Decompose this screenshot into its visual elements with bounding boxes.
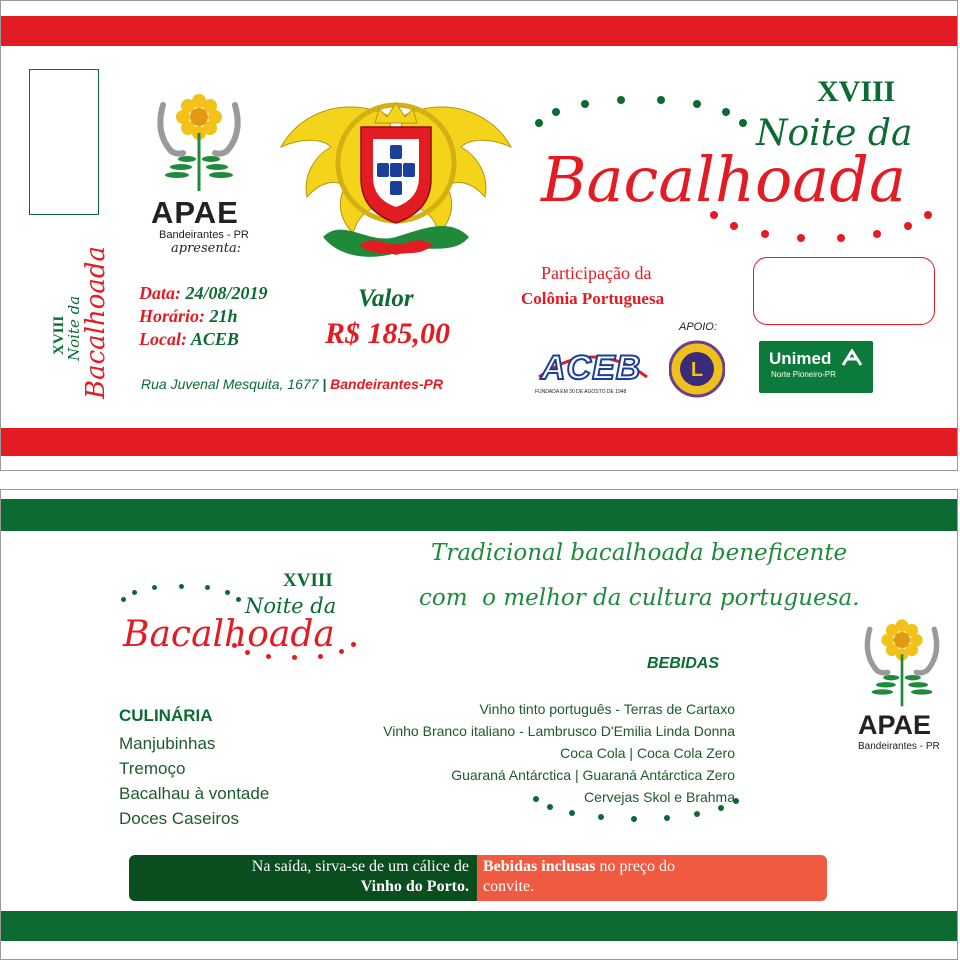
title-dot <box>739 119 747 127</box>
title-dot <box>581 100 589 108</box>
portugal-coat-of-arms <box>273 87 519 267</box>
back-title-number: XVIII <box>283 570 333 591</box>
title-dot <box>718 805 724 811</box>
back-apae-logo <box>859 618 945 714</box>
coat-of-arms-icon <box>273 87 519 267</box>
stub-title-number: XVIII <box>51 315 67 355</box>
title-dot <box>535 119 543 127</box>
place-label: Local: <box>139 329 187 349</box>
price-label: Valor <box>358 285 414 312</box>
bebidas-item: Vinho Branco italiano - Lambrusco D'Emilia Linda Donna <box>383 723 735 739</box>
footer-left-line2: Vinho do Porto. <box>360 878 469 895</box>
footer-left-panel <box>129 855 477 901</box>
footer-right-rest: no preço do <box>595 858 676 875</box>
title-dot <box>631 816 637 822</box>
bottom-red-band <box>1 428 957 456</box>
title-line2: Bacalhoada <box>541 143 906 216</box>
title-dot <box>873 230 881 238</box>
title-dot <box>694 811 700 817</box>
bottom-green-band <box>1 911 957 941</box>
footer-right-panel <box>477 855 827 901</box>
title-dot <box>205 585 210 590</box>
bebidas-item: Guaraná Antárctica | Guaraná Antárctica Zero <box>451 767 735 783</box>
participation-line2: Colônia Portuguesa <box>521 289 665 308</box>
title-dot <box>598 814 604 820</box>
ticket-front <box>0 0 958 471</box>
title-dot <box>569 810 575 816</box>
slogan-line2: com o melhor da cultura portuguesa. <box>419 585 860 611</box>
stub-title-line1: Noite da <box>65 295 83 361</box>
title-dot <box>552 108 560 116</box>
title-dot <box>761 230 769 238</box>
title-dot <box>657 96 665 104</box>
aceb-name: ACEB <box>541 349 642 387</box>
support-label: APOIO: <box>679 321 717 333</box>
culinaria-item: Tremoço <box>119 759 186 778</box>
footer-left-line1: Na saída, sirva-se de um cálice de <box>251 858 469 875</box>
title-dot <box>121 597 126 602</box>
title-dot <box>904 222 912 230</box>
back-apae-flower-icon <box>859 618 945 714</box>
back-apae-city: Bandeirantes - PR <box>858 741 940 752</box>
title-dot <box>132 590 137 595</box>
title-dot <box>617 96 625 104</box>
back-title-line2: Bacalhoada <box>123 614 335 655</box>
apae-logo <box>151 93 247 199</box>
title-dot <box>924 211 932 219</box>
participation-line1: Participação da <box>541 263 652 283</box>
unimed-name: Unimed <box>769 349 832 368</box>
back-apae-name: APAE <box>858 710 932 740</box>
lions-emblem-icon <box>669 339 725 399</box>
title-dot <box>730 222 738 230</box>
price-value: R$ 185,00 <box>325 317 451 350</box>
ticket-number-box <box>753 257 935 325</box>
date-value: 24/08/2019 <box>185 283 268 303</box>
culinaria-item: Doces Caseiros <box>119 809 239 828</box>
culinaria-heading: CULINÁRIA <box>119 706 213 725</box>
title-dot <box>292 655 297 660</box>
bebidas-item: Vinho tinto português - Terras de Cartaxo <box>479 701 735 717</box>
address-separator: | <box>322 376 327 392</box>
apae-flower-icon <box>151 93 247 199</box>
title-dot <box>533 796 539 802</box>
title-dot <box>351 642 356 647</box>
top-red-band <box>1 16 957 46</box>
title-dot <box>225 590 230 595</box>
time-value: 21h <box>209 306 238 326</box>
footer-banner <box>129 855 827 901</box>
slogan-line1: Tradicional bacalhoada beneficente <box>431 540 848 566</box>
ticket-back <box>0 489 958 960</box>
title-line1: Noite da <box>756 113 913 154</box>
bebidas-heading: BEBIDAS <box>647 655 720 672</box>
unimed-region: Norte Pioneiro-PR <box>771 370 836 379</box>
lions-logo <box>669 339 725 399</box>
aceb-logo <box>535 347 651 397</box>
footer-right-line1 <box>483 858 675 876</box>
culinaria-item: Bacalhau à vontade <box>119 784 270 803</box>
aceb-tagline: FUNDADA EM 30 DE AGOSTO DE 1948 <box>535 389 627 395</box>
title-dot <box>797 234 805 242</box>
back-title-line1: Noite da <box>245 594 337 618</box>
stub-number-box <box>29 69 99 215</box>
top-green-band <box>1 499 957 531</box>
title-dot <box>722 108 730 116</box>
title-number: XVIII <box>817 75 896 108</box>
title-dot <box>339 649 344 654</box>
stub-title <box>51 237 117 417</box>
event-details <box>139 282 268 351</box>
time-label: Horário: <box>139 306 206 326</box>
title-dot <box>179 584 184 589</box>
footer-right-line2: convite. <box>483 878 535 895</box>
title-dot <box>837 234 845 242</box>
place-value: ACEB <box>190 329 239 349</box>
bebidas-item: Cervejas Skol e Brahma <box>584 789 735 805</box>
title-dot <box>236 597 241 602</box>
apae-name: APAE <box>151 195 239 230</box>
svg-text:L: L <box>690 359 704 381</box>
title-dot <box>693 100 701 108</box>
title-dot <box>547 804 553 810</box>
date-label: Data: <box>139 283 181 303</box>
footer-right-bold: Bebidas inclusas <box>483 858 596 875</box>
address-street: Rua Juvenal Mesquita, 1677 <box>141 376 319 392</box>
title-dot <box>152 585 157 590</box>
title-dot <box>664 815 670 821</box>
address-city: Bandeirantes-PR <box>330 376 443 392</box>
culinaria-item: Manjubinhas <box>119 734 216 753</box>
address <box>141 376 443 392</box>
apae-city: Bandeirantes - PR <box>159 229 249 241</box>
stub-title-line2: Bacalhoada <box>81 245 111 399</box>
unimed-symbol-icon <box>841 349 863 367</box>
apae-presents: apresenta: <box>171 241 242 256</box>
bebidas-item: Coca Cola | Coca Cola Zero <box>560 745 735 761</box>
unimed-logo <box>759 341 873 393</box>
